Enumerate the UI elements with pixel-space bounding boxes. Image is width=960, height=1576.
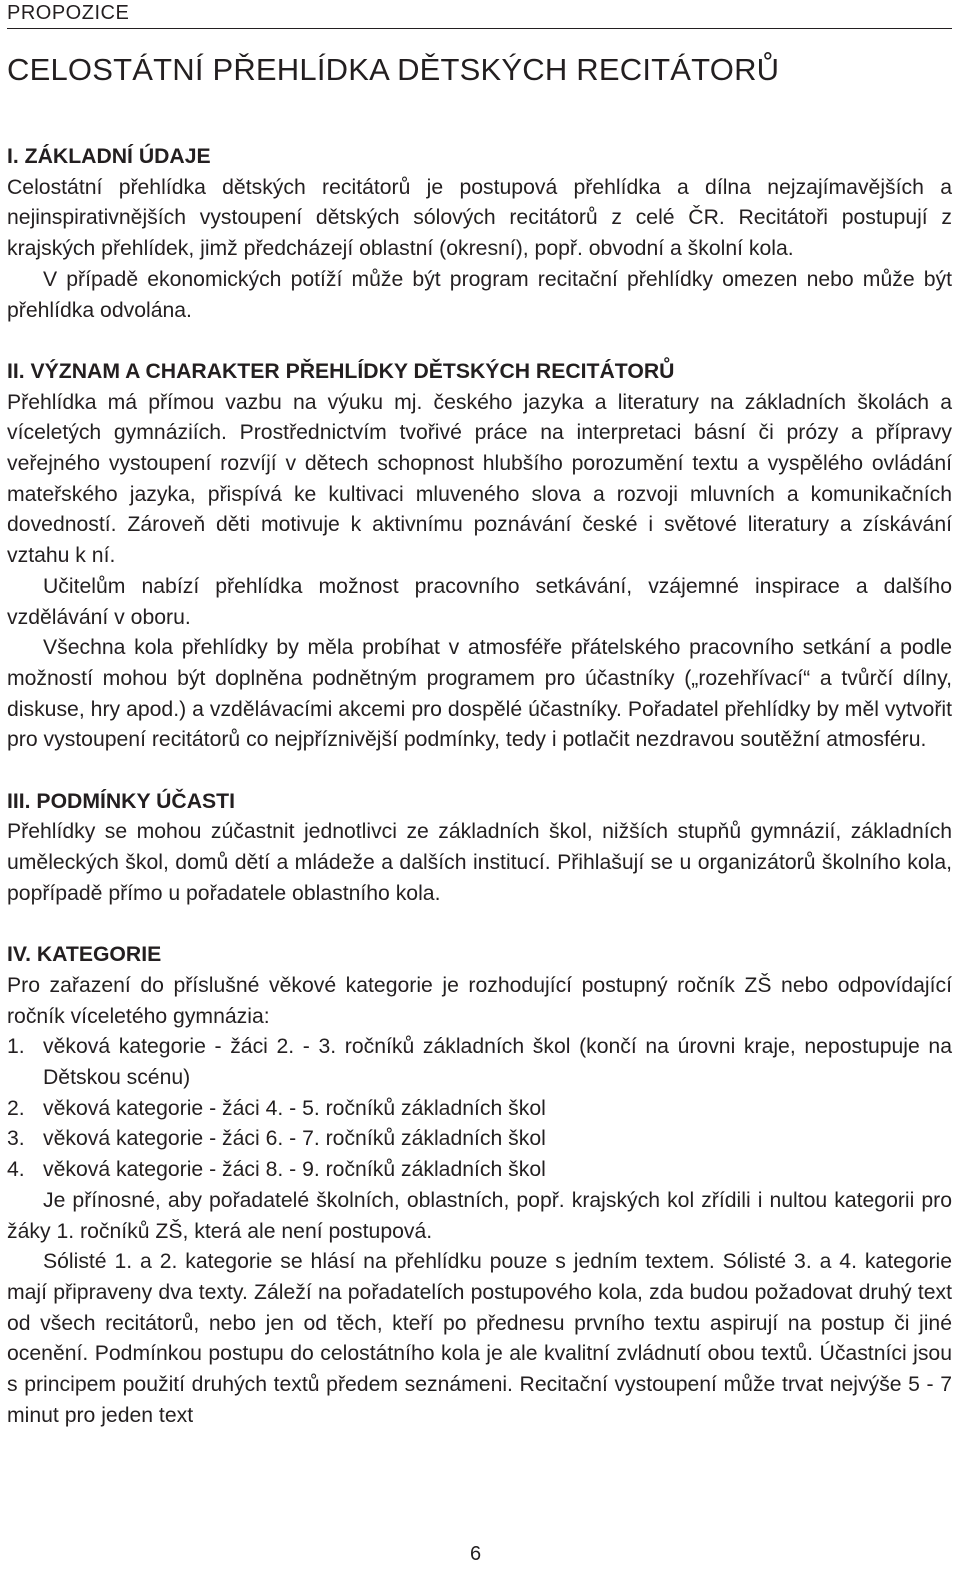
- section-heading: II. VÝZNAM A CHARAKTER PŘEHLÍDKY DĚTSKÝCH RECITÁTORŮ: [7, 359, 675, 383]
- paragraph: Všechna kola přehlídky by měla probíhat v atmosféře přátelského pracovního setkání a podle možností mohou být doplněna podnětným programem pro účastníky („rozehřívací“ a tvůrčí dílny, diskuse, hry apod.) a vzdělávacími akcemi pro dospělé účastníky. Pořadatel přehlídky by měl vytvořit pro vystoupení recitátorů co nejpříznivější podmínky, tedy i potlačit nezdravou soutěžní atmosféru.: [7, 636, 952, 752]
- section-zakladni-udaje: [7, 142, 952, 326]
- paragraph: Je přínosné, aby pořadatelé školních, oblastních, popř. krajských kol zřídili i nultou kategorii pro žáky 1. ročníků ZŠ, která ale není postupová.: [7, 1188, 952, 1243]
- section-kategorie: [7, 940, 952, 1431]
- paragraph: Přehlídky se mohou zúčastnit jednotlivci ze základních škol, nižších stupňů gymnázií, základních uměleckých škol, domů dětí a mládeže a dalších institucí. Přihlašují se u organizátorů školního kola, popřípadě přímo u pořadatele oblastního kola.: [7, 820, 952, 905]
- paragraph: Sólisté 1. a 2. kategorie se hlásí na přehlídku pouze s jedním textem. Sólisté 3. a 4. kategorie mají připraveny dva texty. Záleží na pořadatelích postupového kola, zda budou požadovat druhý text od všech recitátorů, nebo jen od těch, kteří po přednesu prvního textu aspirují na postup či jiné ocenění. Podmínkou postupu do celostátního kola je ale kvalitní zvládnutí obou textů. Účastníci jsou s principem použití druhých textů předem seznámeni. Recitační vystoupení může trvat nejvýše 5 - 7 minut pro jeden text: [7, 1250, 952, 1427]
- running-head: PROPOZICE: [7, 2, 130, 24]
- category-number: 1.: [7, 1035, 25, 1059]
- category-item: [7, 1094, 952, 1125]
- spacer: [7, 910, 952, 941]
- document-page: [7, 0, 952, 1576]
- category-list: [7, 1032, 952, 1186]
- section-heading: IV. KATEGORIE: [7, 943, 162, 967]
- document-body: [7, 142, 952, 1431]
- category-text: věková kategorie - žáci 2. - 3. ročníků základních škol (končí na úrovni kraje, nepostupuje na Dětskou scénu): [43, 1035, 952, 1090]
- category-number: 4.: [7, 1158, 25, 1182]
- category-item: [7, 1032, 952, 1093]
- section-podminky-ucasti: [7, 787, 952, 910]
- paragraph: Přehlídka má přímou vazbu na výuku mj. českého jazyka a literatury na základních školách a víceletých gymnáziích. Prostřednictvím tvořivé práce na interpretaci básní či prózy a přípravy veřejného vystoupení rozvíjí v dětech schopnost hlubšího porozumění textu a vyspělého ovládání mateřského jazyka, přispívá ke kultivaci mluveného slova a rozvoji mluvních a komunikačních dovedností. Zároveň děti motivuje k aktivnímu poznávání české i světové literatury a získávání vztahu k ní.: [7, 390, 952, 568]
- section-vyznam-a-charakter: [7, 357, 952, 756]
- page-number: 6: [470, 1543, 482, 1565]
- paragraph: Celostátní přehlídka dětských recitátorů je postupová přehlídka a dílna nejzajímavějších a nejinspirativnějších vystoupení dětských sólových recitátorů z celé ČR. Recitátoři postupují z krajských přehlídek, jimž předcházejí oblastní (okresní), popř. obvodní a školní kola.: [7, 175, 952, 261]
- category-text: věková kategorie - žáci 6. - 7. ročníků základních škol: [43, 1127, 546, 1151]
- paragraph: Učitelům nabízí přehlídka možnost pracovního setkávání, vzájemné inspirace a dalšího vzdělávání v oboru.: [7, 574, 952, 629]
- section-heading: III. PODMÍNKY ÚČASTI: [7, 789, 235, 813]
- section-heading: I. ZÁKLADNÍ ÚDAJE: [7, 145, 211, 168]
- category-number: 2.: [7, 1096, 25, 1120]
- category-text: věková kategorie - žáci 8. - 9. ročníků základních škol: [43, 1158, 546, 1182]
- header-rule: [7, 28, 952, 29]
- paragraph: Pro zařazení do příslušné věkové kategorie je rozhodující postupný ročník ZŠ nebo odpovídající ročník víceletého gymnázia:: [7, 973, 952, 1028]
- category-item: [7, 1155, 952, 1186]
- paragraph: V případě ekonomických potíží může být program recitační přehlídky omezen nebo může být přehlídka odvolána.: [7, 267, 952, 322]
- spacer: [7, 756, 952, 787]
- category-text: věková kategorie - žáci 4. - 5. ročníků základních škol: [43, 1096, 546, 1120]
- document-title: CELOSTÁTNÍ PŘEHLÍDKA DĚTSKÝCH RECITÁTORŮ: [7, 52, 780, 87]
- spacer: [7, 326, 952, 357]
- category-item: [7, 1124, 952, 1155]
- category-number: 3.: [7, 1127, 25, 1151]
